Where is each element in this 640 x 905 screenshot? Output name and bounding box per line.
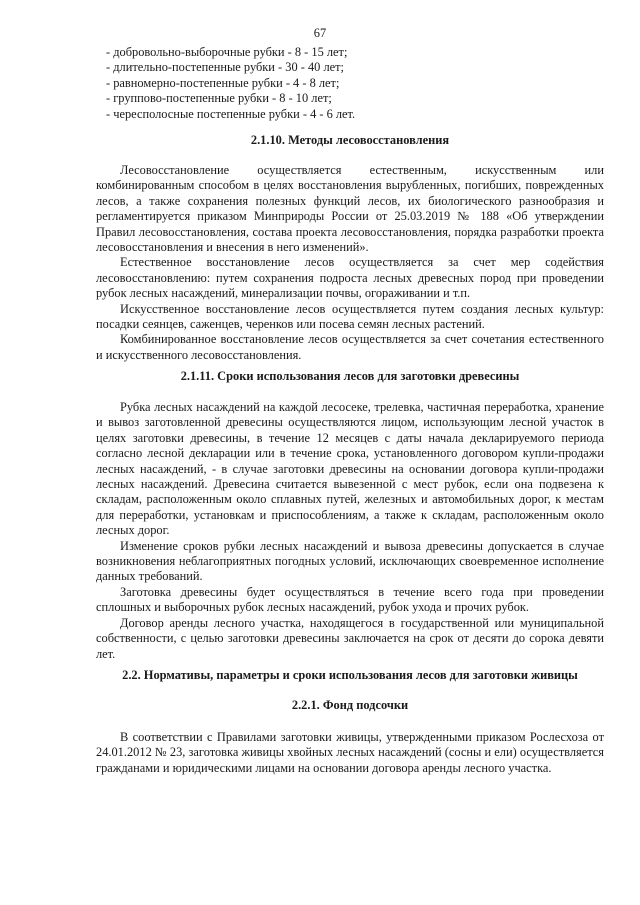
- paragraph: Изменение сроков рубки лесных насаждений и вывоза древесины допускается в случае возникновения неблагоприятных погодных условий, исключающих своевременное исполнение данных требований.: [96, 538, 604, 584]
- paragraph: В соответствии с Правилами заготовки живицы, утвержденными приказом Рослесхоза от 24.01.2012 № 23, заготовка живицы хвойных лесных насаждений (сосны и ели) осуществляется гражданами и юридическими лицами на основании договора аренды лесного участка.: [96, 730, 604, 775]
- paragraph: Естественное восстановление лесов осуществляется за счет мер содействия лесовосстановлению: путем сохранения подроста лесных древесных пород при проведении рубок лесных насаждений, минерализации почвы, огораживании и т.п.: [96, 255, 604, 301]
- section-body-2-1-11: [96, 400, 604, 662]
- section-body-2-2-1: [96, 730, 604, 776]
- section-heading-2-1-11: 2.1.11. Сроки использования лесов для заготовки древесины: [180, 369, 520, 383]
- section-heading-2-1-10: 2.1.10. Методы лесовосстановления: [250, 133, 450, 147]
- list-item: - группово-постепенные рубки - 8 - 10 лет;: [106, 91, 332, 106]
- paragraph: Договор аренды лесного участка, находящегося в государственной или муниципальной собственности, с целью заготовки древесины заключается на срок от десяти до сорока девяти лет.: [96, 615, 604, 661]
- list-item: - чересполосные постепенные рубки - 4 - 6 лет.: [106, 106, 356, 121]
- list-item: - длительно-постепенные рубки - 30 - 40 лет;: [106, 60, 344, 75]
- page-number: 67: [313, 26, 327, 40]
- paragraph: Лесовосстановление осуществляется естественным, искусственным или комбинированным способом в целях восстановления вырубленных, погибших, поврежденных лесов, а также сохранения полезных функций лесов, их биологического разнообразия и регламентируется приказом Минприроды России от 25.03.2019 № 188 «Об утверждении Правил лесовосстановления, состава проекта лесовосстановления, порядка разработки проекта лесовосстановления и внесения в него изменений».: [96, 163, 604, 255]
- section-heading-2-2-1: 2.2.1. Фонд подсочки: [291, 698, 409, 712]
- list-item: - добровольно-выборочные рубки - 8 - 15 лет;: [106, 45, 348, 59]
- list-item: - равномерно-постепенные рубки - 4 - 8 лет;: [106, 75, 340, 90]
- section-body-2-1-10: [96, 163, 604, 363]
- felling-terms-list: [106, 45, 355, 122]
- paragraph: Комбинированное восстановление лесов осуществляется за счет сочетания естественного и искусственного лесовосстановления.: [96, 332, 604, 362]
- paragraph: Заготовка древесины будет осуществляться в течение всего года при проведении сплошных и выборочных рубок лесных насаждений, рубок ухода и прочих рубок.: [96, 584, 604, 615]
- paragraph: Рубка лесных насаждений на каждой лесосеке, трелевка, частичная переработка, хранение и вывоз заготовленной древесины осуществляются лицом, использующим лесной участок в целях заготовки древесины, в течение 12 месяцев с даты начала декларируемого периода согласно лесной декларации или в течение срока, установленного договором купли-продажи лесных насаждений, - в случае заготовки древесины на основании договора купли-продажи лесных насаждений. Древесина считается вывезенной с мест рубок, если она подвезена к складам, расположенным около сплавных путей, железных и автомобильных дорог, к местам для переработки, установкам и приспособлениям, а также к складам, расположенным около лесных дорог.: [96, 400, 604, 538]
- paragraph: Искусственное восстановление лесов осуществляется путем создания лесных культур: посадки сеянцев, саженцев, черенков или посева семян лесных растений.: [96, 301, 604, 332]
- section-heading-2-2: 2.2. Нормативы, параметры и сроки использования лесов для заготовки живицы: [122, 668, 578, 682]
